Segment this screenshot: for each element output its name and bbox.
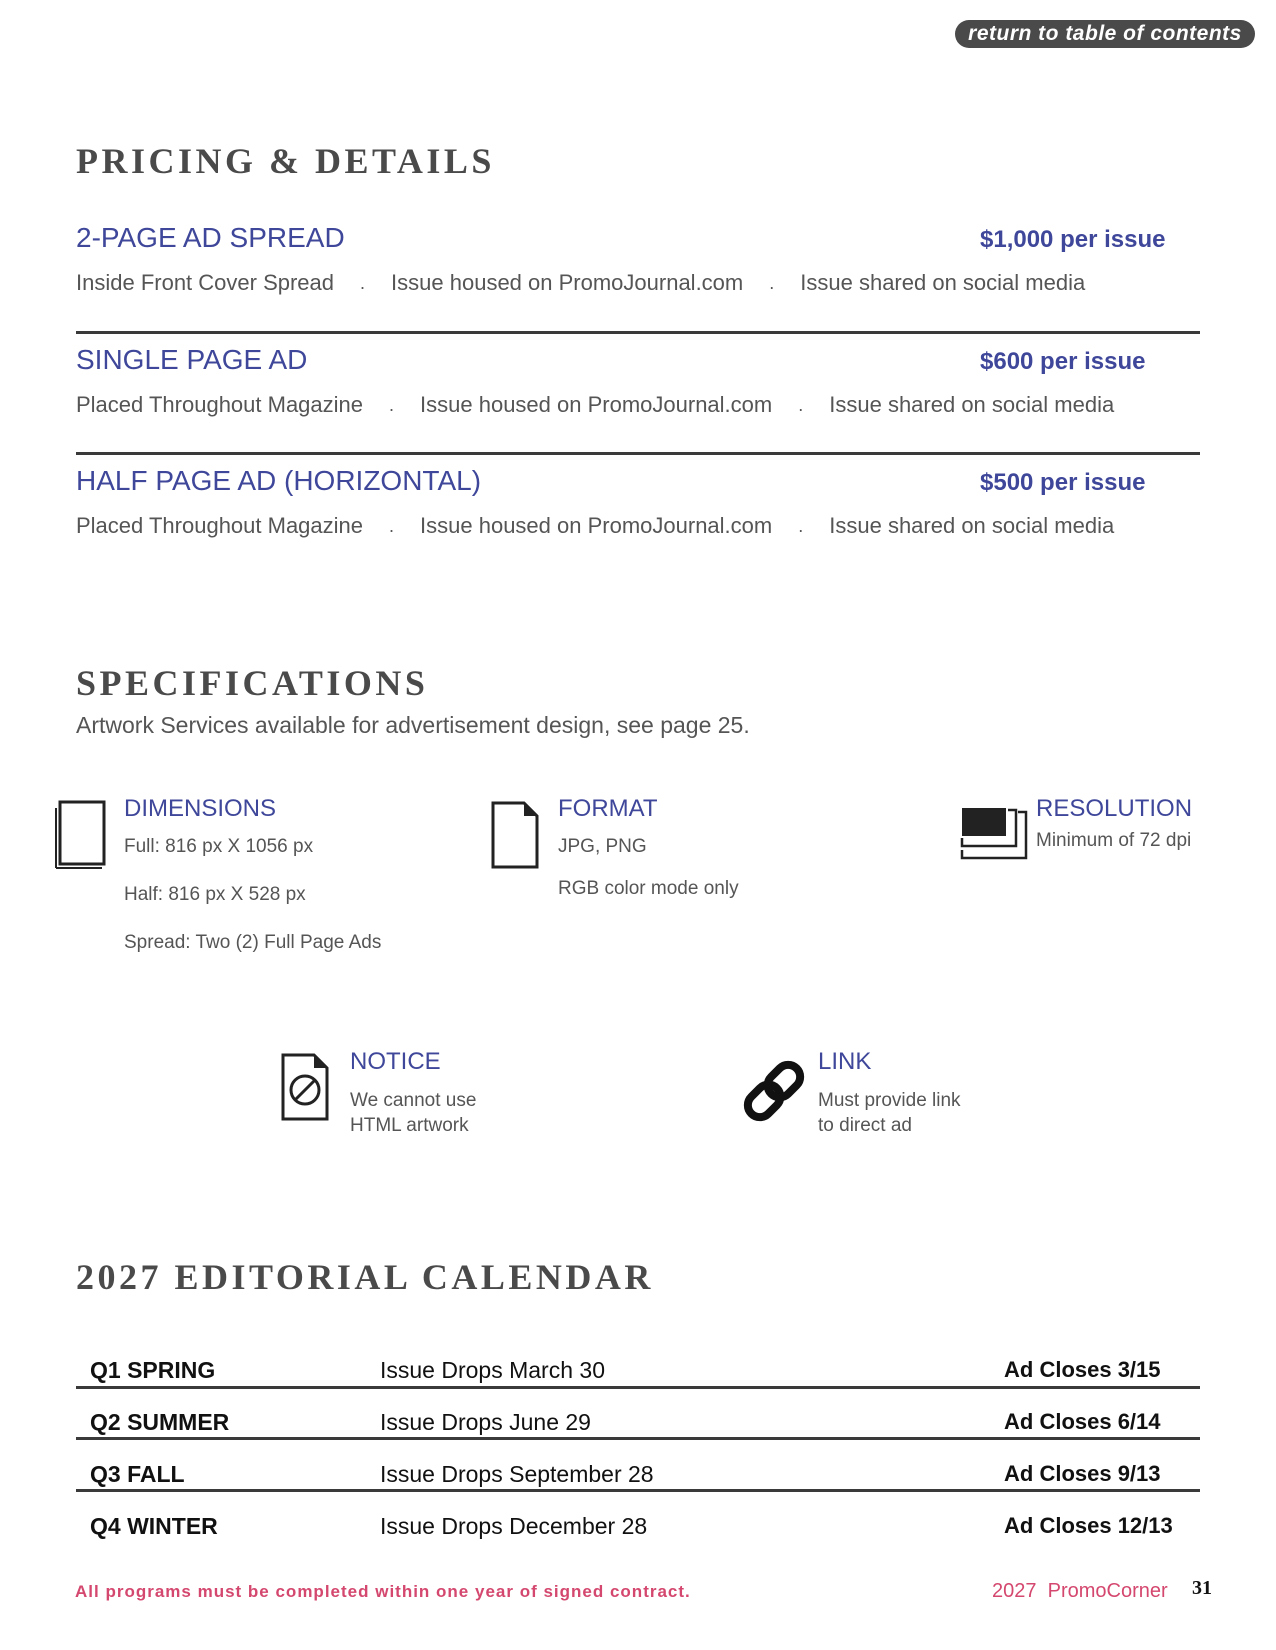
feature-placement: Placed Throughout Magazine [76, 513, 364, 538]
feature-housed: Issue housed on PromoJournal.com [420, 392, 773, 417]
ad-price: $500 per issue [980, 469, 1146, 496]
link-line-2: to direct ad [818, 1115, 912, 1136]
separator-dot: . [798, 515, 804, 536]
divider [76, 331, 1200, 334]
calendar-row [76, 1399, 1200, 1449]
ad-close-date: Ad Closes 9/13 [1004, 1461, 1161, 1486]
feature-social: Issue shared on social media [800, 270, 1086, 295]
feature-housed: Issue housed on PromoJournal.com [420, 513, 773, 538]
separator-dot: . [389, 394, 395, 415]
issue-drop-date: Issue Drops June 29 [380, 1409, 591, 1435]
quarter-label: Q3 FALL [90, 1461, 185, 1487]
feature-placement: Inside Front Cover Spread [76, 270, 335, 295]
feature-placement: Placed Throughout Magazine [76, 392, 364, 417]
format-types: JPG, PNG [558, 836, 647, 857]
ad-features [76, 270, 1085, 296]
ad-price: $600 per issue [980, 348, 1146, 375]
separator-dot: . [769, 272, 775, 293]
link-line-1: Must provide link [818, 1090, 961, 1111]
ad-close-date: Ad Closes 3/15 [1004, 1357, 1161, 1382]
separator-dot: . [360, 272, 366, 293]
dimensions-title: DIMENSIONS [124, 795, 277, 822]
quarter-label: Q1 SPRING [90, 1357, 216, 1383]
format-title: FORMAT [558, 795, 658, 822]
divider [76, 452, 1200, 455]
link-title: LINK [818, 1048, 872, 1075]
resolution-title: RESOLUTION [1036, 795, 1193, 822]
ad-features [76, 392, 1114, 418]
ad-name: 2-PAGE AD SPREAD [76, 222, 345, 253]
divider [76, 1386, 1200, 1389]
notice-line-1: We cannot use [350, 1090, 477, 1111]
notice-line-2: HTML artwork [350, 1115, 469, 1136]
pricing-title: PRICING & DETAILS [76, 141, 495, 181]
ad-features [76, 513, 1114, 539]
format-color-mode: RGB color mode only [558, 878, 739, 899]
ad-close-date: Ad Closes 12/13 [1004, 1513, 1173, 1538]
quarter-label: Q4 WINTER [90, 1513, 218, 1539]
notice-title: NOTICE [350, 1048, 441, 1075]
divider [76, 1437, 1200, 1440]
stacked-images-icon [960, 806, 1030, 862]
specifications-title: SPECIFICATIONS [76, 663, 429, 703]
document-icon [490, 800, 540, 870]
link-icon [738, 1055, 810, 1127]
ad-close-date: Ad Closes 6/14 [1004, 1409, 1161, 1434]
ad-price: $1,000 per issue [980, 226, 1166, 253]
feature-social: Issue shared on social media [829, 513, 1115, 538]
dimensions-full: Full: 816 px X 1056 px [124, 836, 314, 857]
footer-note: All programs must be completed within one year of signed contract. [75, 1582, 691, 1601]
feature-social: Issue shared on social media [829, 392, 1115, 417]
ad-row-half [76, 465, 1200, 575]
calendar-row [76, 1451, 1200, 1501]
return-to-toc-button[interactable]: return to table of contents [955, 20, 1255, 48]
dimensions-half: Half: 816 px X 528 px [124, 884, 306, 905]
calendar-row [76, 1347, 1200, 1397]
ad-name: SINGLE PAGE AD [76, 344, 308, 375]
prohibited-document-icon [280, 1052, 330, 1122]
separator-dot: . [798, 394, 804, 415]
issue-drop-date: Issue Drops March 30 [380, 1357, 605, 1383]
footer-brand: 2027 PromoCorner [992, 1580, 1168, 1602]
dimensions-spread: Spread: Two (2) Full Page Ads [124, 932, 382, 953]
ad-name: HALF PAGE AD (HORIZONTAL) [76, 465, 482, 496]
quarter-label: Q2 SUMMER [90, 1409, 230, 1435]
issue-drop-date: Issue Drops December 28 [380, 1513, 648, 1539]
feature-housed: Issue housed on PromoJournal.com [391, 270, 744, 295]
issue-drop-date: Issue Drops September 28 [380, 1461, 654, 1487]
divider [76, 1489, 1200, 1492]
resolution-minimum: Minimum of 72 dpi [1036, 830, 1192, 851]
ad-row-single [76, 344, 1200, 454]
ad-row-spread [76, 222, 1200, 332]
page-icon [54, 800, 106, 872]
calendar-row [76, 1503, 1200, 1553]
separator-dot: . [389, 515, 395, 536]
specifications-intro: Artwork Services available for advertisement design, see page 25. [76, 712, 750, 738]
calendar-title: 2027 EDITORIAL CALENDAR [76, 1257, 654, 1297]
page-number: 31 [1192, 1577, 1212, 1599]
